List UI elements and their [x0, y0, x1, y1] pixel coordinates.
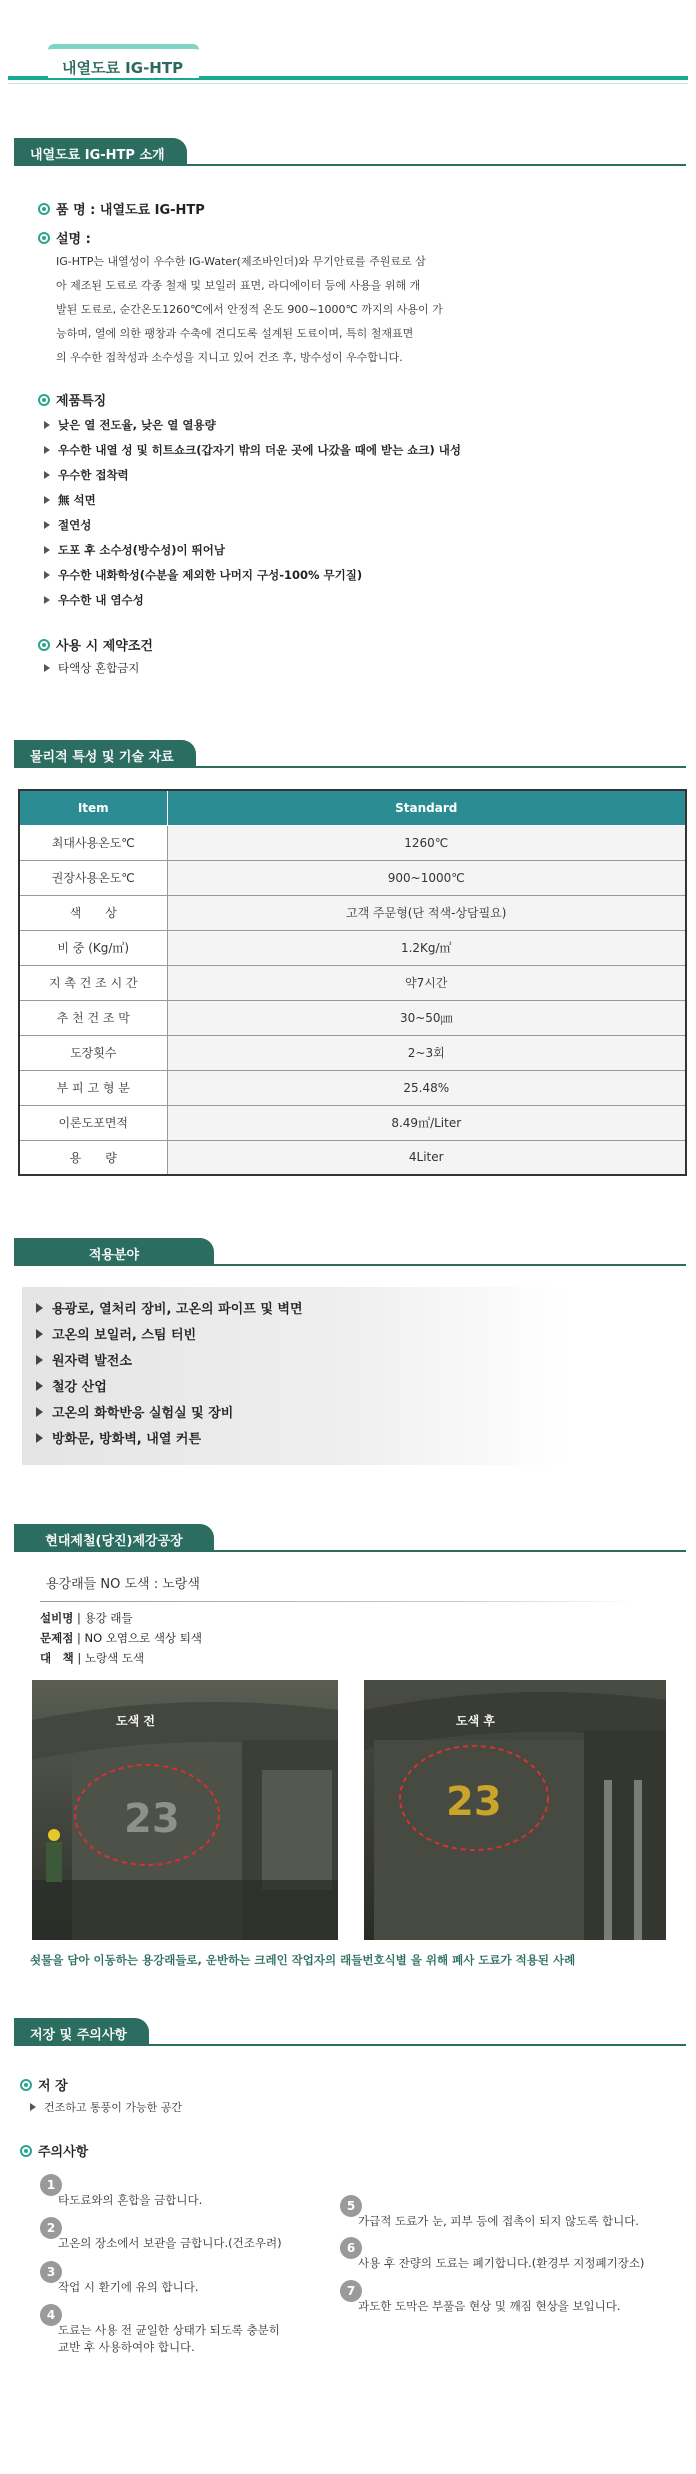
- list-item: 우수한 접착력: [44, 463, 461, 488]
- table-row: [19, 1070, 686, 1105]
- table-cell-value: 25.48%: [167, 1070, 686, 1105]
- caution-text: 과도한 도막은 부풀음 현상 및 깨짐 현상을 보입니다.: [358, 2299, 621, 2313]
- table-cell-item: 부 피 고 형 분: [19, 1070, 167, 1105]
- case-title: 용강래들 NO 도색 : 노랑색: [46, 1577, 200, 1592]
- table-cell-value: 8.49㎡/Liter: [167, 1105, 686, 1140]
- description-line: 발된 도료로, 순간온도1260℃에서 안정적 온도 900~1000℃ 까지의 사용이 가: [56, 303, 443, 316]
- triangle-bullet-icon: [36, 1381, 43, 1391]
- table-cell-value: 고객 주문형(단 적색-상담필요): [167, 895, 686, 930]
- restrictions-list: [44, 656, 139, 681]
- list-item: 절연성: [44, 513, 461, 538]
- product-name: 품 명 : 내열도료 IG-HTP: [38, 199, 205, 218]
- photo-caption: 쇳물을 담아 이동하는 용강래들로, 운반하는 크레인 작업자의 래들번호식별 을 위해 폐사 도료가 적용된 사례: [30, 1953, 576, 1967]
- triangle-bullet-icon: [36, 1407, 43, 1417]
- caution-text: 고온의 장소에서 보관을 금합니다.(건조우려): [58, 2236, 282, 2250]
- section-header-application: [14, 1238, 686, 1266]
- table-cell-item: 이론도포면적: [19, 1105, 167, 1140]
- case-info-row: 설비명 | 용강 래들: [40, 1611, 133, 1625]
- list-item: 고온의 화학반응 실험실 및 장비: [36, 1401, 303, 1427]
- table-row: [19, 1105, 686, 1140]
- table-cell-item: 최대사용온도℃: [19, 825, 167, 860]
- triangle-bullet-icon: [44, 446, 50, 454]
- list-item: 도포 후 소수성(방수성)이 뛰어남: [44, 538, 461, 563]
- list-item: 타액상 혼합금지: [44, 656, 139, 681]
- spec-table: [18, 789, 687, 1176]
- ladle-number: 23: [446, 1779, 502, 1825]
- bullet-circle-icon: [38, 639, 50, 651]
- triangle-bullet-icon: [44, 596, 50, 604]
- section-rule: [14, 1550, 686, 1552]
- section-rule: [14, 1264, 686, 1266]
- features-label: 제품특징: [38, 390, 106, 409]
- section-header-case: [14, 1524, 686, 1552]
- triangle-bullet-icon: [36, 1355, 43, 1365]
- triangle-bullet-icon: [30, 2103, 36, 2111]
- photo-after: [364, 1680, 666, 1940]
- ladle-number: 23: [124, 1796, 180, 1842]
- table-cell-item: 추 천 건 조 막: [19, 1000, 167, 1035]
- storage-label: 저 장: [20, 2075, 68, 2094]
- case-divider: [40, 1601, 640, 1602]
- table-row: [19, 825, 686, 860]
- list-item: 원자력 발전소: [36, 1349, 303, 1375]
- description-line: IG-HTP는 내열성이 우수한 IG-Water(제조바인더)와 무기안료를 주원료로 삼: [56, 255, 426, 268]
- application-list: [36, 1297, 303, 1453]
- section-header-storage: [14, 2018, 686, 2046]
- bullet-circle-icon: [20, 2079, 32, 2091]
- table-row: [19, 860, 686, 895]
- triangle-bullet-icon: [44, 664, 50, 672]
- table-row: [19, 965, 686, 1000]
- table-cell-item: 도장횟수: [19, 1035, 167, 1070]
- column-header: Item: [19, 790, 167, 825]
- features-list: [44, 413, 461, 613]
- list-item: 철강 산업: [36, 1375, 303, 1401]
- caution-text: 작업 시 환기에 유의 합니다.: [58, 2280, 199, 2294]
- caution-label: 주의사항: [20, 2141, 88, 2160]
- caution-number: 2: [40, 2217, 62, 2239]
- triangle-bullet-icon: [44, 471, 50, 479]
- caution-number: 3: [40, 2261, 62, 2283]
- triangle-bullet-icon: [36, 1433, 43, 1443]
- caution-number: 6: [340, 2237, 362, 2259]
- bullet-circle-icon: [38, 394, 50, 406]
- caution-number: 5: [340, 2195, 362, 2217]
- section-header-intro: [14, 138, 686, 166]
- triangle-bullet-icon: [44, 546, 50, 554]
- page-title-bar: [8, 40, 688, 84]
- description-line: 능하며, 열에 의한 팽창과 수축에 견디도록 설계된 도료이며, 특히 철재표면: [56, 327, 414, 340]
- caution-text: 타도료와의 혼합을 금합니다.: [58, 2193, 203, 2207]
- triangle-bullet-icon: [44, 521, 50, 529]
- bullet-circle-icon: [38, 203, 50, 215]
- table-cell-item: 용 량: [19, 1140, 167, 1175]
- table-cell-value: 4Liter: [167, 1140, 686, 1175]
- caution-text: 가급적 도료가 눈, 피부 등에 접촉이 되지 않도록 합니다.: [358, 2214, 639, 2228]
- list-item: 우수한 내열 성 및 히트쇼크(갑자기 밖의 더운 곳에 나갔을 때에 받는 쇼크) 내성: [44, 438, 461, 463]
- section-title: 현대제철(당진)제강공장: [14, 1524, 214, 1550]
- list-item: 고온의 보일러, 스팀 터빈: [36, 1323, 303, 1349]
- table-cell-value: 약7시간: [167, 965, 686, 1000]
- triangle-bullet-icon: [36, 1303, 43, 1313]
- list-item: 우수한 내화학성(수분을 제외한 나머지 구성-100% 무기질): [44, 563, 461, 588]
- table-cell-value: 900~1000℃: [167, 860, 686, 895]
- table-cell-value: 30~50㎛: [167, 1000, 686, 1035]
- caution-text: 사용 후 잔량의 도료는 폐기합니다.(환경부 지정폐기장소): [358, 2256, 645, 2270]
- table-row: [19, 1140, 686, 1175]
- table-row: [19, 1000, 686, 1035]
- description-text: [56, 250, 516, 370]
- section-rule: [14, 164, 686, 166]
- caution-text: 도료는 사용 전 균일한 상태가 되도록 충분히 교반 후 사용하여야 합니다.: [58, 2323, 280, 2354]
- after-label: 도색 후: [456, 1714, 495, 1728]
- list-item: 우수한 내 염수성: [44, 588, 461, 613]
- table-cell-value: 2~3회: [167, 1035, 686, 1070]
- table-cell-item: 권장사용온도℃: [19, 860, 167, 895]
- table-row: [19, 895, 686, 930]
- table-cell-item: 색 상: [19, 895, 167, 930]
- triangle-bullet-icon: [44, 421, 50, 429]
- section-rule: [14, 2044, 686, 2046]
- triangle-bullet-icon: [44, 571, 50, 579]
- restrictions-label: 사용 시 제약조건: [38, 635, 153, 654]
- bullet-circle-icon: [38, 232, 50, 244]
- table-header-row: [19, 790, 686, 825]
- list-item: 용광로, 열처리 장비, 고온의 파이프 및 벽면: [36, 1297, 303, 1323]
- section-rule: [14, 766, 686, 768]
- section-title: 저장 및 주의사항: [14, 2018, 149, 2044]
- section-header-physical: [14, 740, 686, 768]
- table-row: [19, 930, 686, 965]
- case-info-row: 대 책 | 노랑색 도색: [40, 1651, 145, 1665]
- list-item: 방화문, 방화벽, 내열 커튼: [36, 1427, 303, 1453]
- caution-number: 4: [40, 2304, 62, 2326]
- column-header: Standard: [167, 790, 686, 825]
- storage-text: 건조하고 통풍이 가능한 공간: [30, 2099, 182, 2115]
- section-title: 적용분야: [14, 1238, 214, 1264]
- list-item: 낮은 열 전도율, 낮은 열 열용량: [44, 413, 461, 438]
- bullet-circle-icon: [20, 2145, 32, 2157]
- section-title: 내열도료 IG-HTP 소개: [14, 138, 187, 164]
- triangle-bullet-icon: [44, 496, 50, 504]
- description-label: 설명 :: [38, 228, 91, 247]
- list-item: 無 석면: [44, 488, 461, 513]
- caution-number: 1: [40, 2174, 62, 2196]
- table-row: [19, 1035, 686, 1070]
- table-cell-item: 지 촉 건 조 시 간: [19, 965, 167, 1000]
- section-title: 물리적 특성 및 기술 자료: [14, 740, 196, 766]
- page-title: 내열도료 IG-HTP: [48, 44, 199, 78]
- description-line: 아 제조된 도료로 각종 철재 및 보일러 표면, 라디에이터 등에 사용을 위해 개: [56, 279, 421, 292]
- case-info: [40, 1608, 202, 1668]
- table-cell-value: 1260℃: [167, 825, 686, 860]
- triangle-bullet-icon: [36, 1329, 43, 1339]
- title-underline-thin: [8, 83, 688, 84]
- description-line: 의 우수한 접착성과 소수성을 지니고 있어 건조 후, 방수성이 우수합니다.: [56, 351, 403, 364]
- table-cell-value: 1.2Kg/㎥: [167, 930, 686, 965]
- photo-before: [32, 1680, 338, 1940]
- table-cell-item: 비 중 (Kg/㎥): [19, 930, 167, 965]
- caution-number: 7: [340, 2280, 362, 2302]
- case-info-row: 문제점 | NO 오염으로 색상 퇴색: [40, 1631, 203, 1645]
- before-label: 도색 전: [116, 1714, 155, 1728]
